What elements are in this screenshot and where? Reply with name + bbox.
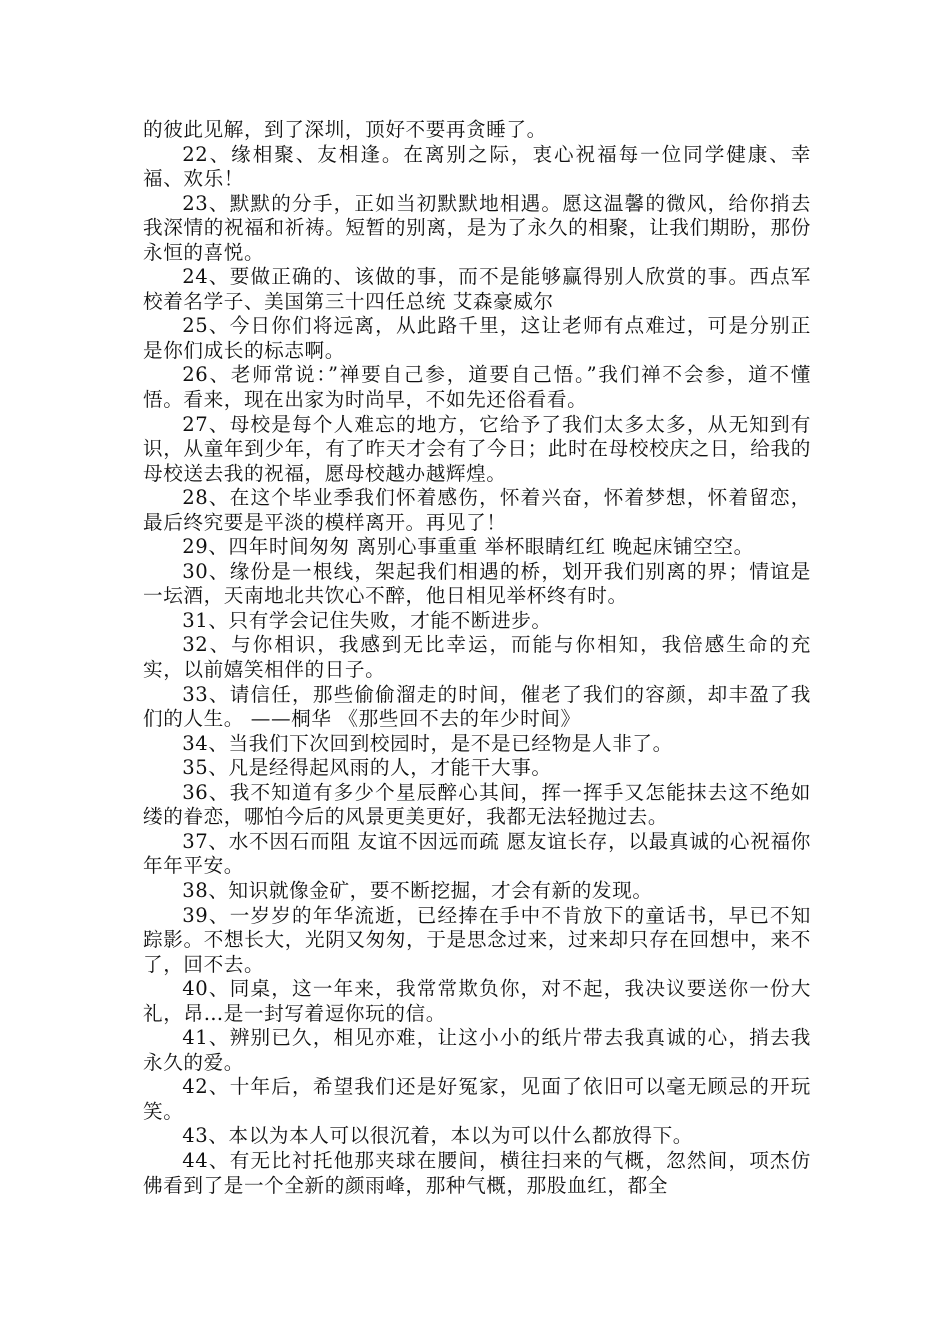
paragraph-33: 33、请信任，那些偷偷溜走的时间，催老了我们的容颜，却丰盈了我们的人生。 ——桐华 《那些回不去的年少时间》 <box>143 682 811 731</box>
paragraph-24: 24、要做正确的、该做的事，而不是能够赢得别人欣赏的事。西点军校着名学子、美国第三十四任总统 艾森豪威尔 <box>143 265 811 313</box>
paragraph-26: 26、老师常说：”禅要自己参，道要自己悟。”我们禅不会参，道不懂悟。看来，现在出家为时尚早，不如先还俗看看。 <box>143 363 811 412</box>
document-body <box>143 118 811 1198</box>
paragraph-27: 27、母校是每个人难忘的地方，它给予了我们太多太多，从无知到有识，从童年到少年，有了昨天才会有了今日；此时在母校校庆之日，给我的母校送去我的祝福，愿母校越办越辉煌。 <box>143 412 811 485</box>
paragraph-43: 43、本以为本人可以很沉着，本以为可以什么都放得下。 <box>182 1124 693 1148</box>
paragraph-25: 25、今日你们将远离，从此路千里，这让老师有点难过，可是分别正是你们成长的标志啊。 <box>143 314 811 362</box>
paragraph-37: 37、水不因石而阻 友谊不因远而疏 愿友谊长存，以最真诚的心祝福你年年平安。 <box>143 829 811 878</box>
paragraph-23: 23、默默的分手，正如当初默默地相遇。愿这温馨的微风，给你捎去我深情的祝福和祈祷。短暂的别离，是为了永久的相聚，让我们期盼，那份永恒的喜悦。 <box>143 191 811 264</box>
paragraph-31: 31、只有学会记住失败，才能不断进步。 <box>182 608 552 632</box>
paragraph-41: 41、辨别已久，相见亦难，让这小小的纸片带去我真诚的心，捎去我永久的爱。 <box>143 1026 811 1074</box>
paragraph-40: 40、同桌，这一年来，我常常欺负你，对不起，我决议要送你一份大礼，昂…是一封写着逗你玩的信。 <box>143 977 811 1025</box>
paragraph-39: 39、一岁岁的年华流逝，已经捧在手中不肯放下的童话书，早已不知踪影。不想长大，光阴又匆匆，于是思念过来，过来却只存在回想中，来不了，回不去。 <box>143 903 811 976</box>
paragraph-38: 38、知识就像金矿，要不断挖掘，才会有新的发现。 <box>182 878 653 902</box>
paragraph-32: 32、与你相识，我感到无比幸运，而能与你相知，我倍感生命的充实，以前嬉笑相伴的日子。 <box>143 633 811 682</box>
paragraph-42: 42、十年后，希望我们还是好冤家，见面了依旧可以毫无顾忌的开玩笑。 <box>143 1075 811 1123</box>
paragraph-22: 22、缘相聚、友相逢。在离别之际，衷心祝福每一位同学健康、幸福、欢乐！ <box>143 142 811 191</box>
paragraph-36: 36、我不知道有多少个星辰醉心其间，挥一挥手又怎能抹去这不绝如缕的眷恋，哪怕今后的风景更美更好，我都无法轻抛过去。 <box>143 780 811 829</box>
paragraph-30: 30、缘份是一根线，架起我们相遇的桥，划开我们别离的界；情谊是一坛酒，天南地北共饮心不醉，他日相见举杯终有时。 <box>143 559 811 608</box>
paragraph-35: 35、凡是经得起风雨的人，才能干大事。 <box>182 756 552 780</box>
paragraph-34: 34、当我们下次回到校园时，是不是已经物是人非了。 <box>182 731 673 755</box>
paragraph-28: 28、在这个毕业季我们怀着感伤，怀着兴奋，怀着梦想，怀着留恋，最后终究要是平淡的模样离开。再见了！ <box>143 486 811 534</box>
paragraph-continuation: 的彼此见解，到了深圳，顶好不要再贪睡了。 <box>143 118 547 141</box>
paragraph-29: 29、四年时间匆匆 离别心事重重 举杯眼睛红红 晚起床铺空空。 <box>182 535 754 559</box>
paragraph-44: 44、有无比衬托他那夹球在腰间，横往扫来的气概，忽然间，项杰仿佛看到了是一个全新的颜雨峰，那种气概，那股血红，都全 <box>143 1148 811 1197</box>
